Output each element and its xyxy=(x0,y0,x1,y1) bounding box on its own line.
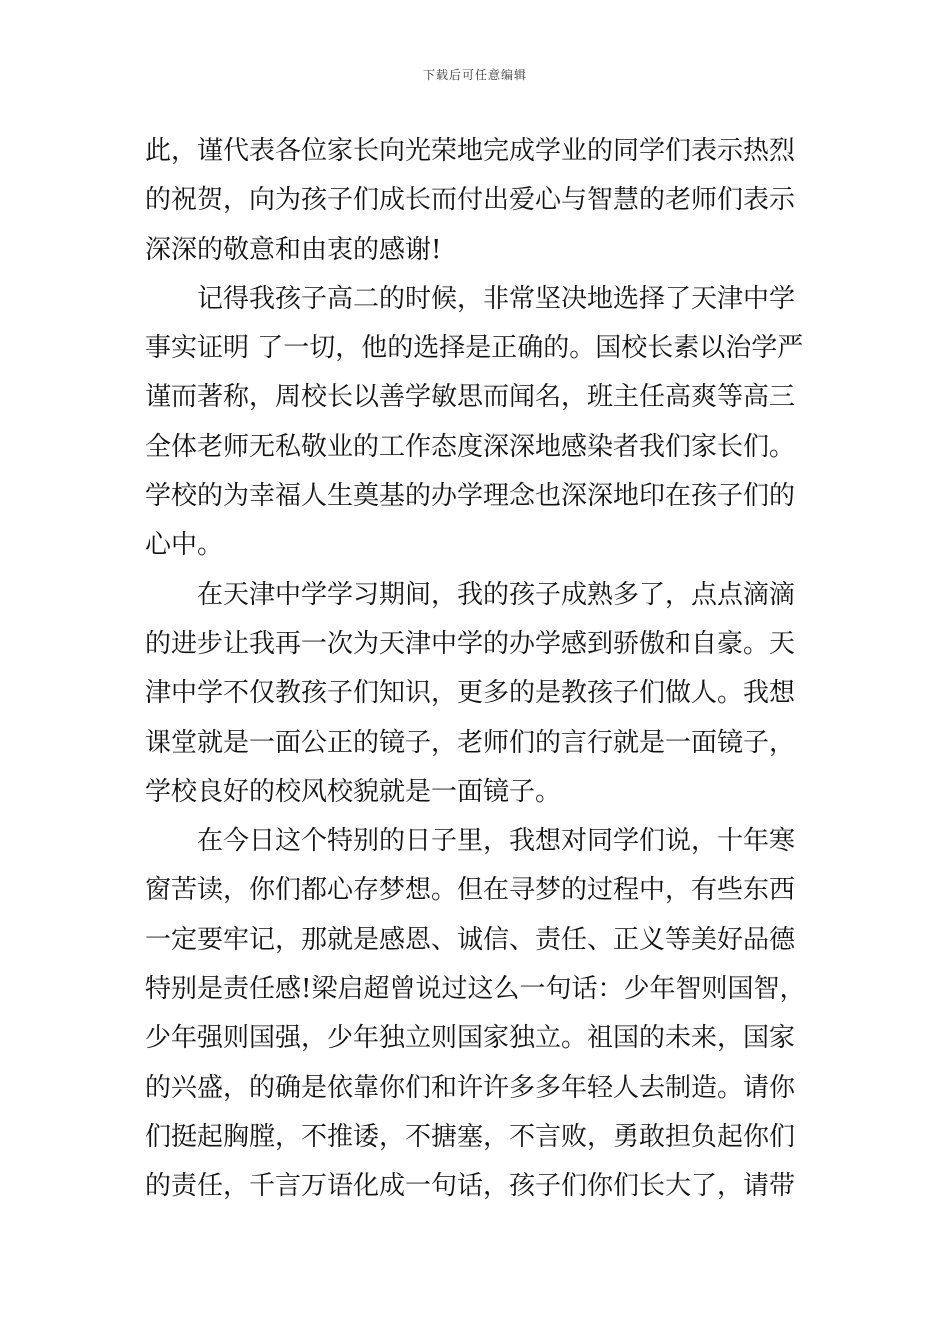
text-line: 特别是责任感!梁启超曾说过这么一句话：少年智则国智， xyxy=(145,974,806,1005)
text-line: 的责任，千言万语化成一句话，孩子们你们长大了，请带 xyxy=(145,1171,796,1202)
text-line: 的进步让我再一次为天津中学的办学感到骄傲和自豪。天 xyxy=(145,628,796,659)
text-line: 谨而著称，周校长以善学敏思而闻名，班主任高爽等高三 xyxy=(145,382,796,413)
text-line: 的兴盛，的确是依靠你们和许许多多年轻人去制造。请你 xyxy=(145,1072,796,1103)
text-line: 心中。 xyxy=(145,530,224,561)
text-line: 一定要牢记，那就是感恩、诚信、责任、正义等美好品德 xyxy=(145,924,796,955)
text-line: 学校的为幸福人生奠基的办学理念也深深地印在孩子们的 xyxy=(145,481,796,512)
text-line: 学校良好的校风校貌就是一面镜子。 xyxy=(145,776,562,807)
text-line: 在今日这个特别的日子里，我想对同学们说，十年寒 xyxy=(145,826,796,857)
text-line: 事实证明 了一切，他的选择是正确的。国校长素以治学严 xyxy=(145,333,804,364)
text-line: 记得我孩子高二的时候，非常坚决地选择了天津中学 xyxy=(145,283,796,314)
page-header: 下载后可任意编辑 xyxy=(422,68,527,82)
text-line: 们挺起胸膛，不推诿，不搪塞，不言败，勇敢担负起你们 xyxy=(145,1121,796,1152)
text-line: 在天津中学学习期间，我的孩子成熟多了，点点滴滴 xyxy=(145,579,796,610)
text-line: 此，谨代表各位家长向光荣地完成学业的同学们表示热烈 xyxy=(145,136,796,166)
text-line: 窗苦读，你们都心存梦想。但在寻梦的过程中，有些东西 xyxy=(145,875,796,906)
text-line: 少年强则国强，少年独立则国家独立。祖国的未来，国家 xyxy=(145,1023,796,1054)
text-line: 全体老师无私敬业的工作态度深深地感染者我们家长们。 xyxy=(145,431,796,462)
text-line: 课堂就是一面公正的镜子，老师们的言行就是一面镜子， xyxy=(145,727,796,758)
document-body xyxy=(145,127,810,1212)
text-line: 的祝贺，向为孩子们成长而付出爱心与智慧的老师们表示 xyxy=(145,185,796,216)
text-line: 深深的敬意和由衷的感谢! xyxy=(145,234,442,265)
text-line: 津中学不仅教孩子们知识，更多的是教孩子们做人。我想 xyxy=(145,678,796,709)
